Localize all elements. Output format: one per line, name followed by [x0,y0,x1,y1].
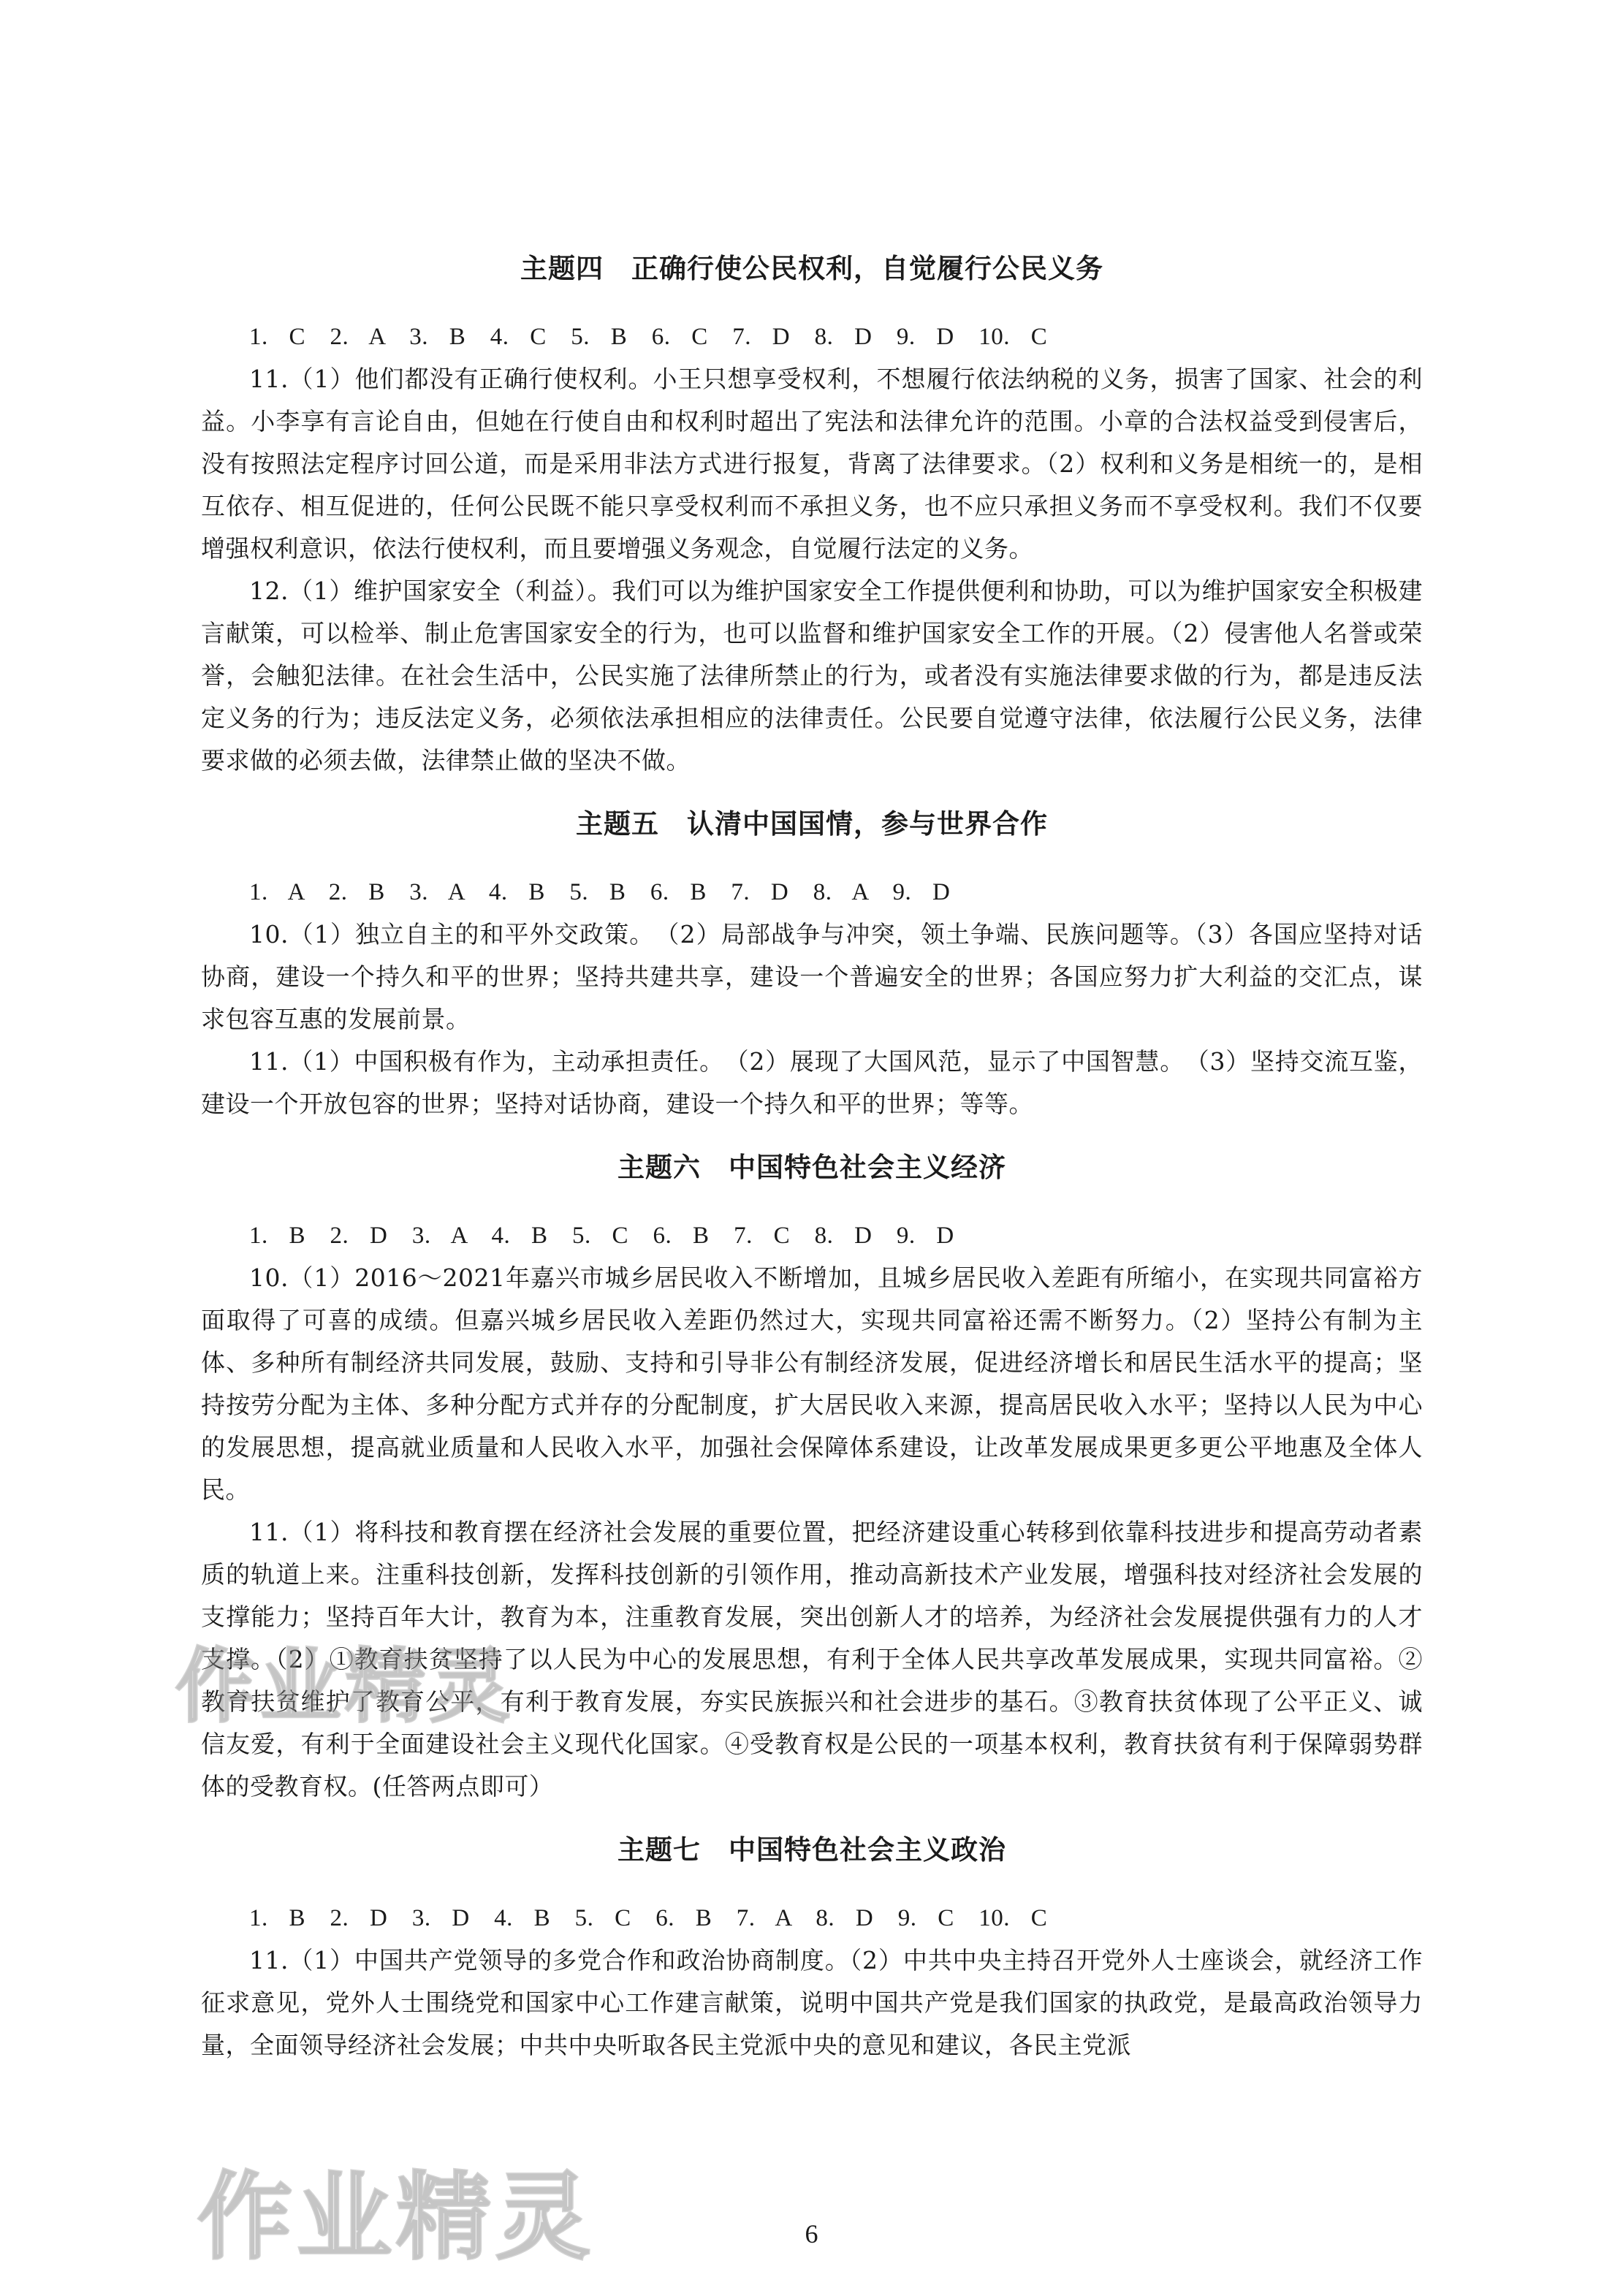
section-topic-4 [201,232,1423,782]
section-topic-6 [201,1131,1423,1808]
page-number: 6 [805,2219,818,2249]
answer-paragraph: 12.（1）维护国家安全（利益）。我们可以为维护国家安全工作提供便利和协助，可以为维护国家安全积极建言献策，可以检举、制止危害国家安全的行为，也可以监督和维护国家安全工作的开展。（2）侵害他人名誉或荣誉，会触犯法律。在社会生活中，公民实施了法律所禁止的行为，或者没有实施法律要求做的行为，都是违反法定义务的行为；违反法定义务，必须依法承担相应的法律责任。公民要自觉遵守法律，依法履行公民义务，法律要求做的必须去做，法律禁止做的坚决不做。 [201,577,1423,775]
answer-content [201,232,1423,2072]
section-title: 主题六 中国特色社会主义经济 [617,1152,1006,1183]
section-topic-7 [201,1814,1423,2067]
answer-paragraph: 10.（1）2016～2021年嘉兴市城乡居民收入不断增加，且城乡居民收入差距有所缩小，在实现共同富裕方面取得了可喜的成绩。但嘉兴城乡居民收入差距仍然过大，实现共同富裕还需不断努力。（2）坚持公有制为主体、多种所有制经济共同发展，鼓励、支持和引导非公有制经济发展，促进经济增长和居民生活水平的提高；坚持按劳分配为主体、多种分配方式并存的分配制度，扩大居民收入来源，提高居民收入水平；坚持以人民为中心的发展思想，提高就业质量和人民收入水平，加强社会保障体系建设，让改革发展成果更多更公平地惠及全体人民。 [201,1263,1423,1504]
watermark: 作业精灵 [175,1640,514,1733]
section-topic-5 [201,788,1423,1125]
answer-paragraph: 10.（1）独立自主的和平外交政策。 （2）局部战争与冲突，领土争端、民族问题等。（3）各国应坚持对话协商，建设一个持久和平的世界；坚持共建共享，建设一个普遍安全的世界；各国应努力扩大利益的交汇点，谋求包容互惠的发展前景。 [201,920,1423,1033]
answer-paragraph: 11.（1）中国共产党领导的多党合作和政治协商制度。（2）中共中央主持召开党外人士座谈会，就经济工作征求意见，党外人士围绕党和国家中心工作建言献策，说明中国共产党是我们国家的执政党，是最高政治领导力量，全面领导经济社会发展；中共中央听取各民主党派中央的意见和建议，各民主党派 [201,1946,1423,2059]
answer-paragraph: 11.（1）中国积极有作为，主动承担责任。 （2）展现了大国风范，显示了中国智慧。 （3）坚持交流互鉴，建设一个开放包容的世界；坚持对话协商，建设一个持久和平的世界；等等。 [201,1047,1423,1118]
section-title: 主题五 认清中国国情，参与世界合作 [576,808,1048,840]
multiple-choice-answers: 1. B 2. D 3. D 4. B 5. C 6. B 7. A 8. D 9. C 10. C [249,1905,1048,1931]
answer-paragraph: 11.（1）将科技和教育摆在经济社会发展的重要位置，把经济建设重心转移到依靠科技进步和提高劳动者素质的轨道上来。注重科技创新，发挥科技创新的引领作用，推动高新技术产业发展，增强科技对经济社会发展的支撑能力；坚持百年大计，教育为本，注重教育发展，突出创新人才的培养，为经济社会发展提供强有力的人才支撑。（2）①教育扶贫坚持了以人民为中心的发展思想，有利于全体人民共享改革发展成果，实现共同富裕。②教育扶贫维护了教育公平，有利于教育发展，夯实民族振兴和社会进步的基石。③教育扶贫体现了公平正义、诚信友爱，有利于全面建设社会主义现代化国家。④受教育权是公民的一项基本权利，教育扶贫有利于保障弱势群体的受教育权。(任答两点即可） [201,1518,1423,1801]
multiple-choice-answers: 1. B 2. D 3. A 4. B 5. C 6. B 7. C 8. D 9. D [249,1223,954,1249]
watermark: 作业精灵 [197,2162,596,2273]
multiple-choice-answers: 1. C 2. A 3. B 4. C 5. B 6. C 7. D 8. D 9. D 10. C [249,324,1048,350]
section-title: 主题七 中国特色社会主义政治 [617,1834,1006,1866]
answer-paragraph: 11.（1）他们都没有正确行使权利。小王只想享受权利，不想履行依法纳税的义务，损害了国家、社会的利益。小李享有言论自由，但她在行使自由和权利时超出了宪法和法律允许的范围。小章的合法权益受到侵害后，没有按照法定程序讨回公道，而是采用非法方式进行报复，背离了法律要求。（2）权利和义务是相统一的，是相互依存、相互促进的，任何公民既不能只享受权利而不承担义务，也不应只承担义务而不享受权利。我们不仅要增强权利意识，依法行使权利，而且要增强义务观念，自觉履行法定的义务。 [201,365,1423,563]
section-title: 主题四 正确行使公民权利，自觉履行公民义务 [520,253,1103,284]
multiple-choice-answers: 1. A 2. B 3. A 4. B 5. B 6. B 7. D 8. A 9. D [249,879,951,905]
